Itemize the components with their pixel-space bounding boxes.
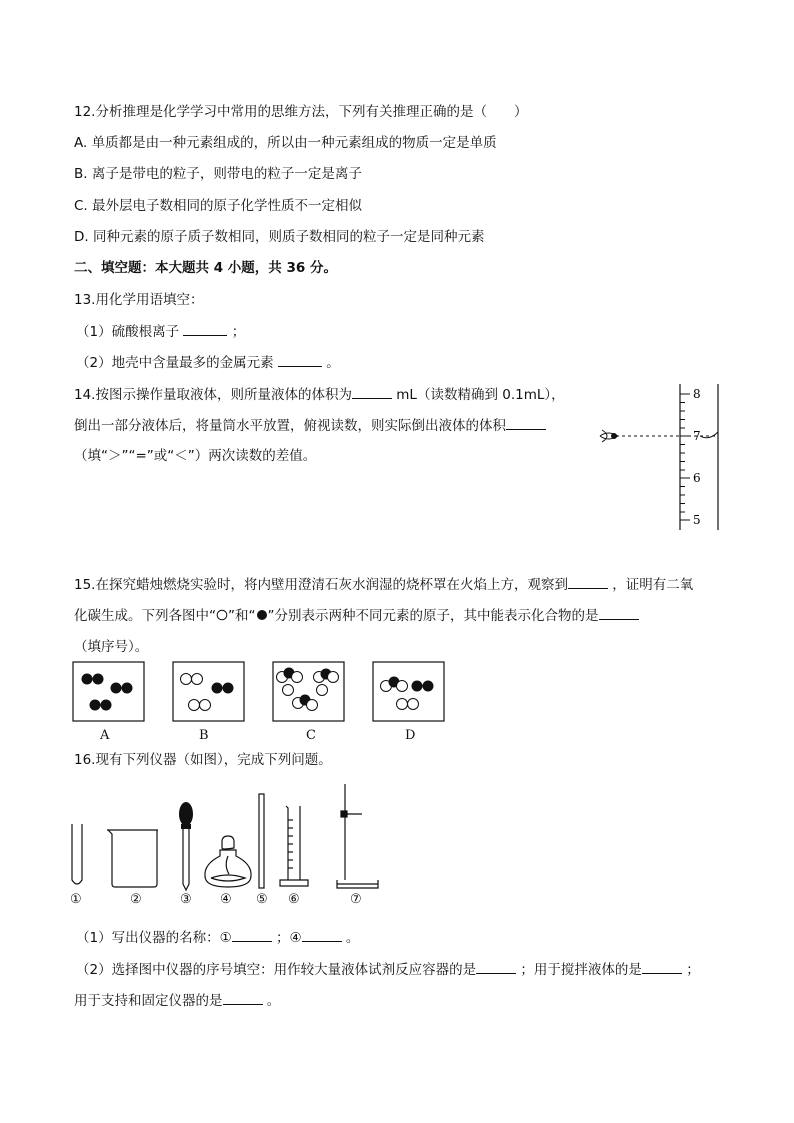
answer-blank <box>568 574 608 589</box>
meniscus <box>700 432 718 438</box>
q16-part2-text-a: （2）选择图中仪器的序号填空：用作较大量液体试剂反应容器的是 <box>76 962 477 978</box>
box-c <box>273 662 344 721</box>
box-d <box>373 662 444 721</box>
q12-stem: 12.分析推理是化学学习中常用的思维方法，下列有关推理正确的是（ ） <box>74 104 528 120</box>
beaker-icon <box>107 830 158 887</box>
q15-line2-text-a: 化碳生成。下列各图中“ <box>74 608 216 624</box>
instrument-label-4: ④ <box>220 892 232 907</box>
q14-line1-text-a: 14.按图示操作量取液体，则所量液体的体积为 <box>74 387 352 403</box>
answer-blank <box>642 959 682 974</box>
instrument-label-2: ② <box>130 892 142 907</box>
cylinder-reading-figure <box>596 380 726 536</box>
glass-rod-icon <box>259 794 264 888</box>
q15-line2 <box>74 605 639 626</box>
q16-part2 <box>76 959 700 980</box>
q12-option-a: A. 单质都是由一种元素组成的，所以由一种元素组成的物质一定是单质 <box>74 135 497 151</box>
alcohol-lamp-icon <box>205 836 251 887</box>
q16-part1-text-a: （1）写出仪器的名称：① <box>76 930 232 946</box>
q13-part1-text: （1）硫酸根离子 <box>76 324 180 340</box>
answer-blank <box>352 384 392 399</box>
scale-label-5: 5 <box>693 513 701 527</box>
q14-line2-text: 倒出一部分液体后，将量筒水平放置，俯视读数，则实际倒出液体的体积 <box>74 418 506 434</box>
q13-part2 <box>76 352 340 373</box>
scale-ticks <box>680 394 690 520</box>
answer-blank <box>599 605 639 620</box>
q15-line2-text-c: ”分别表示两种不同元素的原子，其中能表示化合物的是 <box>267 608 599 624</box>
iron-stand-icon <box>337 784 378 888</box>
q14-line1 <box>74 384 565 405</box>
q15-line1-text-a: 15.在探究蜡烛燃烧实验时，将内壁用澄清石灰水润湿的烧杯罩在火焰上方，观察到 <box>74 577 568 593</box>
q13-stem: 13.用化学用语填空： <box>74 292 204 308</box>
q13-part2-text: （2）地壳中含量最多的金属元素 <box>76 355 274 371</box>
q16-stem: 16.现有下列仪器（如图），完成下列问题。 <box>74 752 332 768</box>
answer-blank <box>183 321 227 336</box>
q13-part1-end: ； <box>231 324 246 340</box>
box-a <box>73 662 144 721</box>
graduated-cylinder-icon <box>280 806 308 886</box>
instrument-label-3: ③ <box>180 892 192 907</box>
answer-blank <box>223 990 263 1005</box>
q12-option-c: C. 最外层电子数相同的原子化学性质不一定相似 <box>74 198 363 214</box>
dropper-icon <box>179 802 193 890</box>
box-b <box>173 662 244 721</box>
q16-part3 <box>74 990 280 1011</box>
answer-blank <box>278 352 322 367</box>
molecule-diagrams <box>70 660 450 724</box>
q16-part2-text-c: ； <box>686 962 700 978</box>
box-label-b: B <box>199 728 209 743</box>
scale-label-6: 6 <box>693 471 701 485</box>
q16-part3-text-a: 用于支持和固定仪器的是 <box>74 993 223 1009</box>
scale-label-7: 7 <box>693 429 701 443</box>
box-label-a: A <box>100 728 110 743</box>
q16-part3-text-b: 。 <box>266 993 281 1009</box>
instrument-label-7: ⑦ <box>350 892 362 907</box>
q13-part2-end: 。 <box>326 355 340 371</box>
scale-label-8: 8 <box>693 387 701 401</box>
solid-atom-icon <box>256 609 268 621</box>
lab-instruments-figure <box>66 780 386 894</box>
test-tube-icon <box>72 824 82 884</box>
box-label-d: D <box>405 728 416 743</box>
q12-option-d: D. 同种元素的原子质子数相同，则质子数相同的粒子一定是同种元素 <box>74 229 485 245</box>
q14-line1-text-b: mL（读数精确到 0.1mL）， <box>396 387 565 403</box>
q16-part1-text-c: 。 <box>345 930 360 946</box>
section-heading: 二、填空题：本大题共 4 小题，共 36 分。 <box>74 260 337 276</box>
eye-pupil-icon <box>611 433 617 439</box>
answer-blank <box>506 415 546 430</box>
q12-option-b: B. 离子是带电的粒子，则带电的粒子一定是离子 <box>74 166 362 182</box>
q15-line3: （填序号）。 <box>74 639 149 655</box>
answer-blank <box>476 959 516 974</box>
q16-part1 <box>76 927 359 948</box>
instrument-label-1: ① <box>70 892 82 907</box>
q15-line2-text-b: ”和“ <box>228 608 256 624</box>
box-label-c: C <box>306 728 316 743</box>
q16-part2-text-b: ；用于搅拌液体的是 <box>520 962 642 978</box>
instrument-label-6: ⑥ <box>288 892 300 907</box>
q15-line1-text-b: ，证明有二氧 <box>612 577 694 593</box>
q14-line3: （填“＞”“=”或“＜”）两次读数的差值。 <box>74 448 317 464</box>
q14-line2 <box>74 415 546 436</box>
q15-line1 <box>74 574 693 595</box>
instrument-label-5: ⑤ <box>256 892 268 907</box>
q13-part1 <box>76 321 245 342</box>
hollow-atom-icon <box>216 609 228 621</box>
answer-blank <box>302 927 342 942</box>
q16-part1-text-b: ；④ <box>276 930 302 946</box>
answer-blank <box>232 927 272 942</box>
